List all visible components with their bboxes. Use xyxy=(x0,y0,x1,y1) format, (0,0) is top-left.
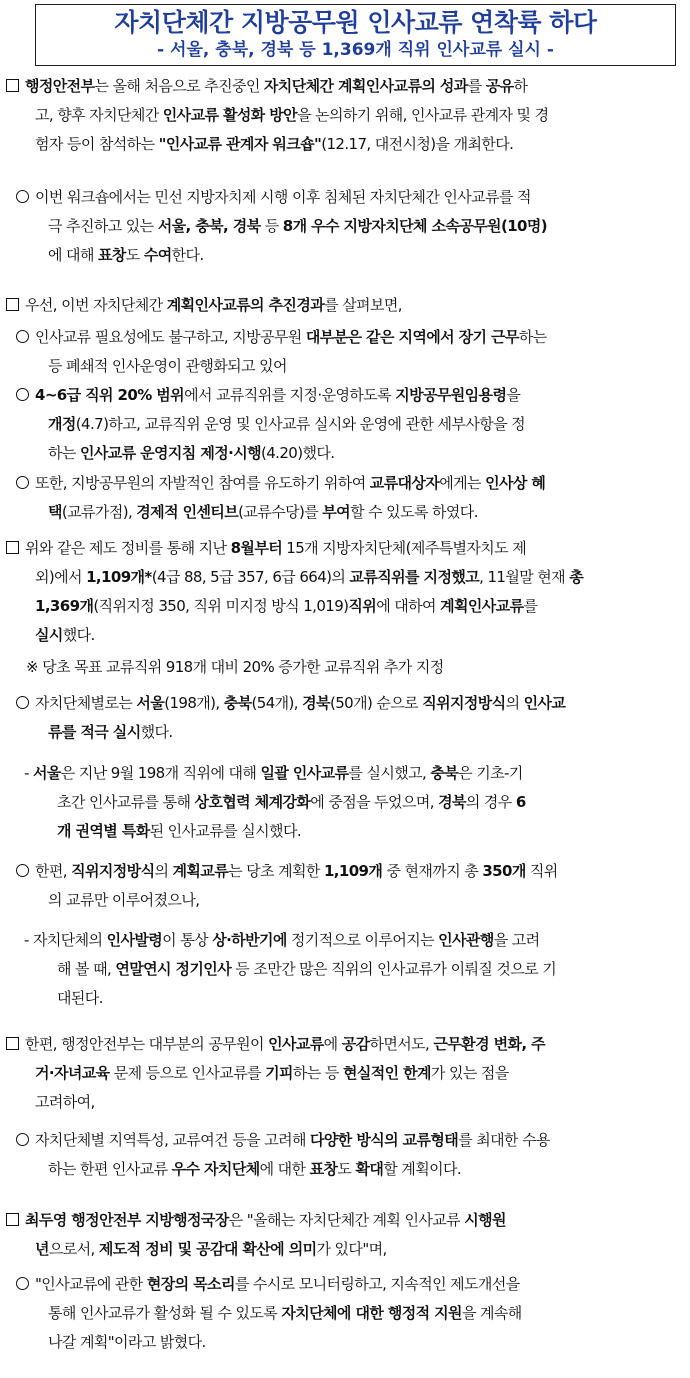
emphasis-text: 류를 적극 실시 xyxy=(48,723,141,741)
emphasis-text: 연말연시 정기인사 xyxy=(115,960,232,978)
paragraph-line xyxy=(0,323,686,352)
emphasis-text: 직위지정방식 xyxy=(71,862,155,880)
body-text: 직위 xyxy=(525,862,558,880)
paragraph-line xyxy=(0,718,686,747)
paragraph-line xyxy=(0,955,686,984)
emphasis-text: 계획교류 xyxy=(172,862,229,880)
emphasis-text: "인사교류 관계자 워크숍" xyxy=(158,135,322,153)
paragraph-line xyxy=(0,534,686,563)
body-text: 를 살펴보면, xyxy=(324,296,402,314)
body-text: 한편, 행정안전부는 대부분의 공무원이 xyxy=(25,1035,269,1053)
body-text: 우선, 이번 자치단체간 xyxy=(25,296,167,314)
emphasis-text: 4~6급 직위 20% 범위 xyxy=(35,386,185,404)
body-text: 통해 인사교류가 활성화 될 수 있도록 xyxy=(48,1304,282,1322)
emphasis-text: 충북 xyxy=(223,694,252,712)
paragraph xyxy=(0,183,686,270)
emphasis-text: 8개 우수 지방자치단체 소속공무원(10명) xyxy=(282,217,548,235)
paragraph-line xyxy=(0,653,686,682)
body-text: (12.17, 대전시청)을 개최한다. xyxy=(321,135,514,153)
body-text: 은 기초-기 xyxy=(458,764,523,782)
body-text: 를 수시로 모니터링하고, 지속적인 제도개선을 xyxy=(234,1275,520,1293)
paragraph-line xyxy=(0,241,686,270)
emphasis-text: 충북 xyxy=(430,764,459,782)
paragraph-line xyxy=(0,563,686,592)
body-text: 하는 한편 인사교류 xyxy=(48,1160,172,1178)
paragraph-line xyxy=(0,886,686,915)
emphasis-text: 인사교류 xyxy=(268,1035,324,1053)
page-subtitle: - 서울, 충북, 경북 등 1,369개 직위 인사교류 실시 - xyxy=(157,40,554,60)
emphasis-text: 1,369개 xyxy=(35,597,94,615)
circle-bullet-icon xyxy=(16,330,29,343)
paragraph-line xyxy=(0,439,686,468)
emphasis-text: 확대 xyxy=(355,1160,384,1178)
body-text: 한편, xyxy=(35,862,72,880)
body-text: 을 고려 xyxy=(493,931,540,949)
paragraph-line xyxy=(0,857,686,886)
paragraph-line xyxy=(0,926,686,955)
body-text: 를 실시했고, xyxy=(348,764,431,782)
body-text: 에 대해 xyxy=(48,246,99,264)
body-text: 15개 지방자치단체(제주특별자치도 제 xyxy=(282,539,527,557)
paragraph-line xyxy=(0,788,686,817)
body-text: 대된다. xyxy=(57,989,103,1007)
page-title: 자치단체간 지방공무원 인사교류 연착륙 하다 xyxy=(114,8,597,37)
square-bullet-icon xyxy=(6,541,19,554)
emphasis-text: 총 xyxy=(569,568,584,586)
body-text: (50개) 순으로 xyxy=(329,694,423,712)
body-text: 자치단체별 지역특성, 교류여건 등을 고려해 xyxy=(35,1131,311,1149)
emphasis-text: 인사교류 운영지침 제정·시행 xyxy=(79,444,261,462)
body-text: 하 xyxy=(513,77,528,95)
square-bullet-icon xyxy=(6,298,19,311)
paragraph-line xyxy=(0,352,686,381)
emphasis-text: 근무환경 변화, 주 xyxy=(433,1035,545,1053)
emphasis-text: 직위 xyxy=(348,597,377,615)
paragraph xyxy=(0,689,686,747)
emphasis-text: 서울 xyxy=(136,694,165,712)
paragraph-line xyxy=(0,72,686,101)
emphasis-text: 표창 xyxy=(309,1160,338,1178)
body-text: (54개), xyxy=(251,694,303,712)
body-text: 하는 xyxy=(518,328,547,346)
emphasis-text: 공유 xyxy=(485,77,514,95)
body-text: 문제 등으로 인사교류를 xyxy=(109,1064,266,1082)
body-text: 에 중점을 두었으며, xyxy=(310,793,439,811)
circle-bullet-icon xyxy=(16,388,29,401)
paragraph-line xyxy=(0,984,686,1013)
body-text: 이번 워크숍에서는 민선 지방자치제 시행 이후 침체된 자치단체간 인사교류를 적 xyxy=(35,188,531,206)
paragraph-line xyxy=(0,1155,686,1184)
paragraph-line xyxy=(0,689,686,718)
body-text: (4.7)하고, 교류직위 운영 및 인사교류 실시와 운영에 관한 세부사항을 정 xyxy=(75,415,526,433)
emphasis-text: 8월부터 xyxy=(230,539,283,557)
emphasis-text: 현장의 목소리 xyxy=(146,1275,235,1293)
paragraph-line xyxy=(0,1270,686,1299)
body-text: 이 통상 xyxy=(162,931,213,949)
paragraph xyxy=(0,1030,686,1117)
paragraph xyxy=(0,291,686,320)
body-text: 한다. xyxy=(171,246,204,264)
emphasis-text: 년 xyxy=(35,1240,49,1258)
emphasis-text: 교류대상자 xyxy=(369,474,440,492)
paragraph-line xyxy=(0,1059,686,1088)
emphasis-text: 수여 xyxy=(143,246,172,264)
body-text: 가 있는 점을 xyxy=(430,1064,509,1082)
emphasis-text: 1,109개* xyxy=(86,568,152,586)
emphasis-text: 기피 xyxy=(265,1064,293,1082)
body-text: 는 당초 계획한 xyxy=(228,862,324,880)
body-text: 정기적으로 이루어지는 xyxy=(286,931,439,949)
paragraph-line xyxy=(0,410,686,439)
emphasis-text: 택 xyxy=(48,503,62,521)
paragraph-line xyxy=(0,1030,686,1059)
emphasis-text: 최두영 행정안전부 지방행정국장 xyxy=(25,1211,229,1229)
body-text: 자치단체별로는 xyxy=(35,694,137,712)
circle-bullet-icon xyxy=(16,190,29,203)
paragraph xyxy=(0,323,686,381)
paragraph-line xyxy=(0,101,686,130)
body-text: 했다. xyxy=(62,626,95,644)
body-text: 극 추진하고 있는 xyxy=(48,217,158,235)
emphasis-text: 서울, 충북, 경북 xyxy=(157,217,261,235)
body-text: 하는 등 xyxy=(292,1064,343,1082)
paragraph xyxy=(0,469,686,527)
body-text: 된 인사교류를 실시했다. xyxy=(149,822,301,840)
body-text: 나갈 계획"이라고 밝혔다. xyxy=(48,1333,206,1351)
body-text: 가 있다"며, xyxy=(316,1240,387,1258)
emphasis-text: 표창 xyxy=(98,246,126,264)
body-text: 은 "올해는 자치단체간 계획 인사교류 xyxy=(228,1211,465,1229)
emphasis-text: 행정안전부 xyxy=(25,77,95,95)
body-text: 했다. xyxy=(140,723,173,741)
paragraph-line xyxy=(0,381,686,410)
emphasis-text: 상·하반기에 xyxy=(212,931,287,949)
emphasis-text: 1,109개 xyxy=(323,862,383,880)
emphasis-text: 인사교 xyxy=(523,694,566,712)
emphasis-text: 대부분은 같은 지역에서 장기 근무 xyxy=(305,328,519,346)
body-text: 를 xyxy=(467,77,486,95)
body-text: 을 계속해 xyxy=(461,1304,522,1322)
body-text: (직위지정 350, 직위 미지정 방식 1,019) xyxy=(93,597,349,615)
emphasis-text: 인사발령 xyxy=(106,931,163,949)
paragraph-line xyxy=(0,817,686,846)
square-bullet-icon xyxy=(6,1037,19,1050)
body-text: 등 조만간 많은 직위의 인사교류가 이뤄질 것으로 기 xyxy=(231,960,557,978)
emphasis-text: 경북 xyxy=(302,694,330,712)
paragraph-line xyxy=(0,498,686,527)
paragraph xyxy=(0,926,686,1013)
body-text: 의 xyxy=(154,862,173,880)
body-text: (198개), xyxy=(164,694,224,712)
circle-bullet-icon xyxy=(16,864,29,877)
emphasis-text: 거·자녀교육 xyxy=(35,1064,110,1082)
body-text: 를 xyxy=(523,597,538,615)
body-text: (교류가점), xyxy=(61,503,137,521)
body-text: 은 지난 9월 198개 직위에 대해 xyxy=(60,764,261,782)
body-text: 험자 등이 참석하는 xyxy=(35,135,159,153)
body-text: 를 최대한 수용 xyxy=(458,1131,550,1149)
paragraph-line xyxy=(0,1088,686,1117)
paragraph-line xyxy=(0,1126,686,1155)
body-text: 하는 xyxy=(48,444,80,462)
emphasis-text: 자치단체에 대한 행정적 지원 xyxy=(281,1304,462,1322)
body-text: , 11월말 현재 xyxy=(479,568,570,586)
emphasis-text: 우수 자치단체 xyxy=(171,1160,260,1178)
emphasis-text: 일괄 인사교류 xyxy=(260,764,349,782)
paragraph xyxy=(0,72,686,159)
body-text: 위와 같은 제도 정비를 통해 지난 xyxy=(25,539,231,557)
body-text: 중 현재까지 총 xyxy=(382,862,483,880)
body-text: 의 경우 xyxy=(465,793,516,811)
body-text: 에 대한 xyxy=(259,1160,310,1178)
emphasis-text: 6 xyxy=(515,793,526,811)
paragraph xyxy=(0,1126,686,1184)
circle-bullet-icon xyxy=(16,1277,29,1290)
body-text: 인사교류 필요성에도 불구하고, 지방공무원 xyxy=(35,328,306,346)
body-text: 하면서도, xyxy=(369,1035,434,1053)
body-text: 을 xyxy=(506,386,521,404)
body-text: 에 xyxy=(323,1035,342,1053)
square-bullet-icon xyxy=(6,79,19,92)
body-text: 등 폐쇄적 인사운영이 관행화되고 있어 xyxy=(48,357,287,375)
paragraph-line xyxy=(0,1206,686,1235)
emphasis-text: 계획인사교류의 추진경과 xyxy=(166,296,325,314)
paragraph xyxy=(0,653,686,682)
body-text: 에게는 xyxy=(439,474,486,492)
paragraph-line xyxy=(0,1328,686,1357)
emphasis-text: 서울 xyxy=(32,764,61,782)
emphasis-text: 자치단체간 계획인사교류의 성과 xyxy=(263,77,468,95)
body-text: 할 계획이다. xyxy=(383,1160,462,1178)
body-text: 고려하여, xyxy=(35,1093,95,1111)
emphasis-text: 공감 xyxy=(341,1035,370,1053)
paragraph-line xyxy=(0,183,686,212)
square-bullet-icon xyxy=(6,1213,19,1226)
body-text: ※ 당초 목표 교류직위 918개 대비 20% 증가한 교류직위 추가 지정 xyxy=(26,658,444,676)
emphasis-text: 인사관행 xyxy=(438,931,494,949)
emphasis-text: 인사교류 활성화 방안 xyxy=(162,106,298,124)
emphasis-text: 부여 xyxy=(322,503,351,521)
body-text: 외)에서 xyxy=(35,568,87,586)
body-text: (4.20)했다. xyxy=(260,444,335,462)
body-text: "인사교류에 관한 xyxy=(35,1275,147,1293)
body-text: 등 xyxy=(260,217,283,235)
body-text: 는 올해 처음으로 추진중인 xyxy=(94,77,264,95)
emphasis-text: 직위지정방식 xyxy=(422,694,506,712)
paragraph xyxy=(0,534,686,650)
body-text: 할 수 있도록 하였다. xyxy=(350,503,478,521)
body-text: - 자치단체의 xyxy=(24,931,107,949)
body-text: (4급 88, 5급 357, 6급 664)의 xyxy=(151,568,350,586)
paragraph-line xyxy=(0,1299,686,1328)
emphasis-text: 제도적 정비 및 공감대 확산에 의미 xyxy=(98,1240,317,1258)
emphasis-text: 인사상 혜 xyxy=(485,474,546,492)
emphasis-text: 개정 xyxy=(48,415,76,433)
paragraph xyxy=(0,1206,686,1264)
emphasis-text: 시행원 xyxy=(464,1211,506,1229)
emphasis-text: 350개 xyxy=(482,862,526,880)
circle-bullet-icon xyxy=(16,1133,29,1146)
body-text: 해 볼 때, xyxy=(57,960,116,978)
paragraph-line xyxy=(0,130,686,159)
emphasis-text: 경북 xyxy=(438,793,466,811)
body-text: 의 교류만 이루어졌으나, xyxy=(48,891,200,909)
body-text: - xyxy=(24,764,33,782)
body-text: 초간 인사교류를 통해 xyxy=(57,793,195,811)
paragraph-line xyxy=(0,291,686,320)
emphasis-text: 현실적인 한계 xyxy=(342,1064,431,1082)
paragraph-line xyxy=(0,212,686,241)
body-text: 으로서, xyxy=(48,1240,99,1258)
emphasis-text: 다양한 방식의 교류형태 xyxy=(310,1131,459,1149)
body-text: (교류수당)를 xyxy=(238,503,323,521)
circle-bullet-icon xyxy=(16,476,29,489)
body-text: 의 xyxy=(505,694,524,712)
emphasis-text: 지방공무원임용령 xyxy=(395,386,507,404)
body-text: 을 논의하기 위해, 인사교류 관계자 및 경 xyxy=(297,106,549,124)
paragraph xyxy=(0,759,686,846)
emphasis-text: 교류직위를 지정했고 xyxy=(349,568,480,586)
paragraph-line xyxy=(0,592,686,621)
body-text: 에서 교류직위를 지정·운영하도록 xyxy=(184,386,396,404)
emphasis-text: 계획인사교류 xyxy=(440,597,524,615)
circle-bullet-icon xyxy=(16,696,29,709)
body-text: 도 xyxy=(125,246,144,264)
paragraph xyxy=(0,381,686,468)
paragraph-line xyxy=(0,621,686,650)
body-text: 고, 향후 자치단체간 xyxy=(35,106,163,124)
emphasis-text: 상호협력 체계강화 xyxy=(194,793,311,811)
paragraph xyxy=(0,1270,686,1357)
paragraph-line xyxy=(0,469,686,498)
body-text: 또한, 지방공무원의 자발적인 참여를 유도하기 위하여 xyxy=(35,474,370,492)
body-text: 도 xyxy=(337,1160,356,1178)
paragraph xyxy=(0,857,686,915)
emphasis-text: 실시 xyxy=(35,626,63,644)
paragraph-line xyxy=(0,759,686,788)
paragraph-line xyxy=(0,1235,686,1264)
emphasis-text: 개 권역별 특화 xyxy=(57,822,150,840)
emphasis-text: 경제적 인센티브 xyxy=(136,503,239,521)
body-text: 에 대하여 xyxy=(376,597,441,615)
title-box xyxy=(35,4,676,66)
